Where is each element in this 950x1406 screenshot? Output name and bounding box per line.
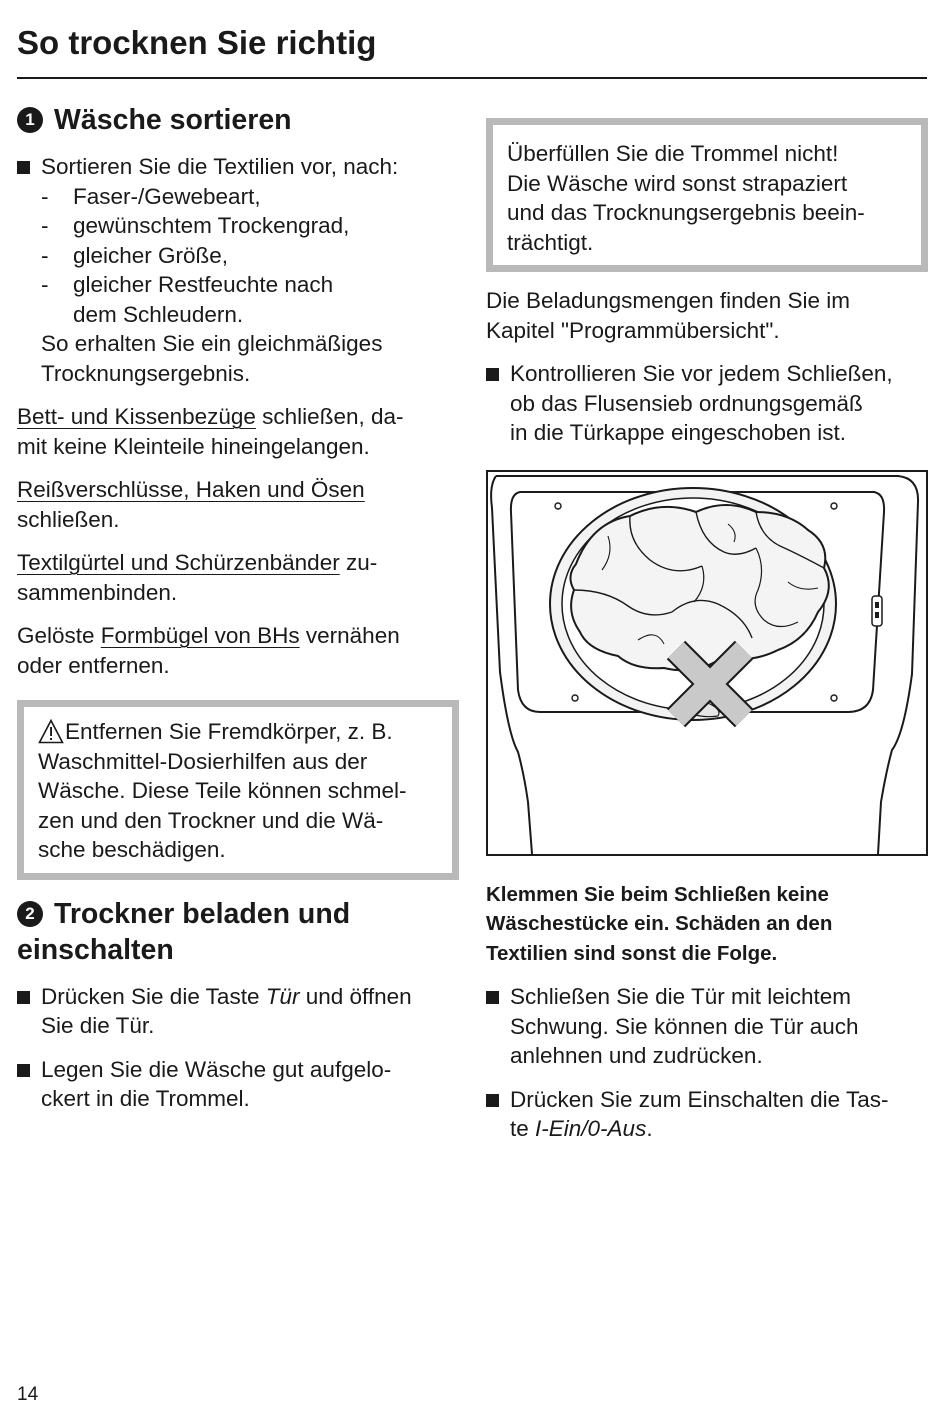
list-item: - gleicher Größe, xyxy=(41,242,229,268)
list-item: - Faser-/Gewebeart, xyxy=(41,183,261,209)
dryer-drum-drawing xyxy=(488,472,926,854)
lint-filter-bullet: Kontrollieren Sie vor jedem Schließen, ob das Flusensieb ordnungsgemäß in die Türkappe eingeschoben ist. xyxy=(486,359,928,448)
warning-triangle-icon xyxy=(38,719,64,744)
sort-intro: Sortieren Sie die Textilien vor, nach: xyxy=(41,154,399,179)
left-column xyxy=(17,102,457,1114)
section-1-title: Wäsche sortieren xyxy=(54,104,292,136)
list-item: - gleicher Restfeuchte nach xyxy=(41,272,334,297)
overfill-line-1: Überfüllen Sie die Trommel nicht! xyxy=(507,141,839,166)
paragraph-belts: Textilgürtel und Schürzenbänder zu- sammenbinden. xyxy=(17,550,378,605)
right-column xyxy=(486,118,928,1144)
title-rule xyxy=(17,77,927,79)
load-laundry-bullet: Legen Sie die Wäsche gut aufgelo- ckert in die Trommel. xyxy=(17,1055,457,1114)
overfill-line-4: trächtigt. xyxy=(507,229,594,255)
paragraph-bra-wires: Gelöste Formbügel von BHs vernähen oder entfernen. xyxy=(17,623,400,678)
overfill-box xyxy=(486,118,928,272)
dryer-drum-illustration xyxy=(486,470,928,856)
section-1-number: 1 xyxy=(17,107,43,133)
bullet-square-icon xyxy=(486,991,499,1004)
paragraph-zippers: Reißverschlüsse, Haken und Ösen schließen. xyxy=(17,477,365,532)
overfill-line-2: Die Wäsche wird sonst strapaziert xyxy=(507,170,848,196)
sort-result-line-2: Trocknungsergebnis. xyxy=(41,360,251,386)
sort-criteria-list xyxy=(41,182,398,330)
bullet-square-icon xyxy=(17,1064,30,1077)
bullet-square-icon xyxy=(17,991,30,1004)
section-2-title-line-2: einschalten xyxy=(17,933,174,966)
sort-block xyxy=(17,152,457,388)
list-item: - gewünschtem Trockengrad, xyxy=(41,213,350,238)
section-2-heading xyxy=(17,896,457,932)
page-number: 14 xyxy=(17,1384,39,1405)
section-1-heading xyxy=(17,102,457,138)
power-on-bullet: Drücken Sie zum Einschalten die Tas- te I-Ein/0-Aus. xyxy=(486,1085,928,1144)
section-2-title-line-1: Trockner beladen und xyxy=(54,897,351,930)
page-title: So trocknen Sie richtig xyxy=(17,24,377,61)
overfill-line-3: und das Trocknungsergebnis beein- xyxy=(507,200,865,225)
bullet-square-icon xyxy=(486,368,499,381)
warning-line-3: Wäsche. Diese Teile können schmel- xyxy=(38,778,407,803)
warning-line-2: Waschmittel-Dosierhilfen aus der xyxy=(38,748,368,774)
close-door-bullet: Schließen Sie die Tür mit leichtem Schwung. Sie können die Tür auch anlehnen und zudrücken. xyxy=(486,982,928,1071)
warning-line-4: zen und den Trockner und die Wä- xyxy=(38,807,384,833)
warning-line-5: sche beschädigen. xyxy=(38,837,226,862)
clamp-warning: Klemmen Sie beim Schließen keine Wäschestücke ein. Schäden an den Textilien sind sonst die Folge. xyxy=(486,882,833,965)
section-2-number: 2 xyxy=(17,901,43,927)
warning-line-1: Entfernen Sie Fremdkörper, z. B. xyxy=(38,717,440,747)
warning-box xyxy=(17,700,459,880)
paragraph-bedding: Bett- und Kissenbezüge schließen, da- mit keine Kleinteile hineingelangen. xyxy=(17,404,404,459)
bullet-square-icon xyxy=(486,1094,499,1107)
loading-paragraph: Die Beladungsmengen finden Sie im Kapitel "Programmübersicht". xyxy=(486,288,850,343)
sort-result-line-1: So erhalten Sie ein gleichmäßiges xyxy=(41,331,383,356)
open-door-bullet: Drücken Sie die Taste Tür und öffnen Sie die Tür. xyxy=(17,982,457,1041)
bullet-square-icon xyxy=(17,161,30,174)
sort-bullet xyxy=(17,152,457,388)
list-item-continuation: dem Schleudern. xyxy=(73,301,244,327)
